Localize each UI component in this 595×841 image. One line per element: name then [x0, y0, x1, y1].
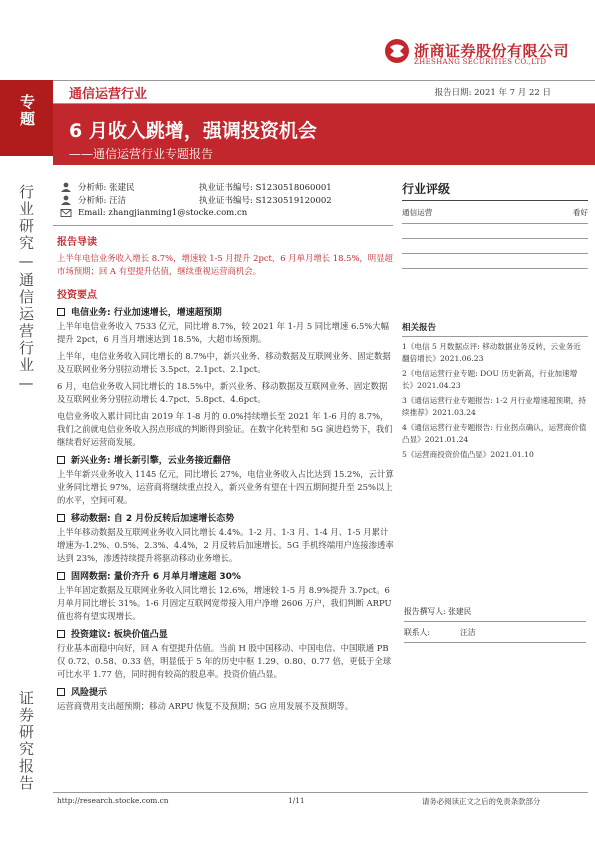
- points-title: 投资要点: [57, 290, 97, 301]
- checkbox-icon: [57, 456, 65, 464]
- checkbox-icon: [57, 572, 65, 580]
- report-subtitle: ——通信运营行业专题报告: [69, 147, 214, 161]
- footer-page: 1/11: [288, 796, 305, 805]
- person-icon: [60, 195, 72, 205]
- footer-disclaimer: 请务必阅读正文之后的免责条款部分: [422, 797, 541, 806]
- rating-row: [402, 201, 588, 224]
- analyst-row: [60, 180, 400, 193]
- right-column: [402, 180, 588, 464]
- related-report-item[interactable]: 1《电信 5 月数据点评: 移动数据业务反转，云业务近翻倍增长》2021.06.23: [402, 342, 581, 363]
- point-heading: 风险提示: [71, 688, 108, 698]
- point-risk: [57, 685, 395, 713]
- point-para: 行业基本面稳中向好，回 A 有望提升估值。当前 H 股中国移动、中国电信、中国联通 PB 仅 0.72、0.58、0.33 倍，明显低于 5 年的历史中枢 1.29、0.80、0.77 倍，更低于全球可比水平 1.77 倍，同时拥有较高的股息率。投资价值凸显。: [57, 643, 392, 679]
- rating-value: 看好: [572, 208, 588, 217]
- checkbox-icon: [57, 688, 65, 696]
- report-title: 6 月收入跳增，强调投资机会: [69, 120, 317, 142]
- company-logo: [384, 38, 410, 64]
- checkbox-icon: [57, 630, 65, 638]
- contact-name: 汪洁: [460, 628, 476, 637]
- mail-icon: [60, 208, 72, 218]
- header-bar: [53, 80, 595, 104]
- logo-icon: [384, 38, 410, 64]
- related-report-item[interactable]: 2《电信运营行业专题: DOU 历史新高，行业加速增长》2021.04.23: [402, 369, 578, 390]
- rating-industry: 通信运营: [402, 208, 433, 217]
- rating-blank-line: [402, 239, 588, 254]
- sidebar-tag-top: 专题: [0, 80, 53, 156]
- point-fixed-data: [57, 569, 395, 623]
- point-electric: [57, 305, 395, 449]
- company-name-en: ZHESHANG SECURITIES CO.,LTD: [414, 58, 547, 66]
- contact-label: 联系人:: [404, 628, 431, 637]
- main-column: [57, 233, 395, 717]
- title-block: [53, 104, 595, 165]
- analyst-cert: 执业证书编号: S1230518060001: [199, 182, 332, 193]
- point-mobile-data: [57, 511, 395, 565]
- point-heading: 投资建议: 板块价值凸显: [71, 630, 168, 640]
- point-para: 上半年电信业务收入 7533 亿元，同比增 8.7%，较 2021 年 1-月 5 同比增速 6.5%大幅提升 2pct，6 月当月增速达到 18.5%，大超市场预期。: [57, 321, 390, 344]
- guide-title: 报告导读: [57, 237, 97, 248]
- sidebar-report-label: 证券研究报告: [17, 690, 35, 792]
- analyst-row: [60, 193, 400, 206]
- rating-blank-line: [402, 254, 588, 269]
- report-writer: 报告撰写人: 张建民: [404, 606, 586, 622]
- point-para: 6 月，电信业务收入同比增长的 18.5%中，新兴业务、移动数据及互联网业务、固定数据及互联网业务分别拉动增长 4.7pct、5.8pct、4.6pct。: [57, 381, 388, 404]
- point-para: 上半年固定数据及互联网业务收入同比增长 12.6%，增速较 1-5 月 8.9%提升 3.7pct。6 月单月同比增长 31%。1-6 月固定互联网宽带接入用户净增 2606 万户，我们判断 ARPU 值也将有望实现增长。: [57, 585, 392, 621]
- analyst-email: [60, 206, 400, 219]
- point-para: 上半年移动数据及互联网业务收入同比增长 4.4%。1-2 月、1-3 月、1-4 月、1-5 月累计增速为-1.2%、0.5%、2.3%、4.4%，2 月反转后加速增长。5G 手机终端用户连接渗透率达到 23%，渗透持续提升将驱动移动业务增长。: [57, 527, 394, 563]
- checkbox-icon: [57, 514, 65, 522]
- company-name-cn: 浙商证券股份有限公司: [414, 42, 570, 60]
- industry-title: 通信运营行业: [69, 87, 148, 102]
- point-heading: 新兴业务: 增长新引擎，云业务接近翻倍: [71, 456, 231, 466]
- related-report-item[interactable]: 3《通信运营行业专题报告: 1-2 月行业增速超预期，持续推荐》2021.03.24: [402, 396, 586, 417]
- analyst-name: 分析师: 张建民: [78, 182, 135, 193]
- sidebar-industry-label: 行业研究—通信运营行业—: [17, 184, 35, 394]
- point-heading: 电信业务: 行业加速增长，增速超预期: [71, 308, 222, 318]
- point-para: 上半年，电信业务收入同比增长的 8.7%中，新兴业务、移动数据及互联网业务、固定数据及互联网业务分别拉动增长 3.5pct、2.1pct、2.1pct。: [57, 351, 391, 374]
- point-heading: 移动数据: 自 2 月份反转后加速增长态势: [71, 514, 235, 524]
- footer-url[interactable]: http://research.stocke.com.cn: [57, 796, 169, 805]
- divider: [53, 225, 393, 226]
- point-new-business: [57, 453, 395, 507]
- footer-rule: [53, 792, 588, 793]
- related-title: 相关报告: [402, 321, 588, 337]
- person-icon: [60, 182, 72, 192]
- related-report-item[interactable]: 4《通信运营行业专题报告: 行业拐点确认，运营商价值凸显》2021.01.24: [402, 423, 587, 444]
- contacts-block: [404, 606, 586, 643]
- point-para: 上半年新兴业务收入 1145 亿元，同比增长 27%，电信业务收入占比达到 15.2%，云计算业务同比增长 97%，运营商将继续重点投入，新兴业务有望在十四五期间提升至 25%以上的水平，空间可观。: [57, 469, 394, 505]
- point-investment: [57, 627, 395, 681]
- report-date: 报告日期: 2021 年 7 月 22 日: [434, 88, 551, 98]
- analyst-block: [60, 180, 400, 219]
- analyst-name: 分析师: 汪洁: [78, 195, 127, 206]
- rating-title: 行业评级: [402, 180, 588, 201]
- related-report-item[interactable]: 5《运营商投资价值凸显》2021.01.10: [402, 450, 534, 459]
- point-para: 电信业务收入累计同比由 2019 年 1-8 月的 0.0%持续增长至 2021 年 1-6 月的 8.7%，我们之前就电信业务收入拐点形成的判断得到验证。在数字化转型和 5G 演进趋势下，我们继续看好运营商发展。: [57, 411, 393, 447]
- rating-blank-line: [402, 224, 588, 239]
- analyst-cert: 执业证书编号: S1230519120002: [199, 195, 332, 206]
- checkbox-icon: [57, 308, 65, 316]
- email-text[interactable]: Email: zhangjianming1@stocke.com.cn: [78, 207, 248, 218]
- contact-row: [404, 627, 586, 643]
- point-para: 运营商费用支出超预期；移动 ARPU 恢复不及预期；5G 应用发展不及预期等。: [57, 701, 354, 711]
- guide-text: 上半年电信业务收入增长 8.7%，增速较 1-5 月提升 2pct，6 月单月增长 18.5%，明显超市场预期；回 A 有望提升估值，继续重视运营商机会。: [57, 253, 393, 276]
- point-heading: 固网数据: 量价齐升 6 月单月增速超 30%: [71, 572, 241, 582]
